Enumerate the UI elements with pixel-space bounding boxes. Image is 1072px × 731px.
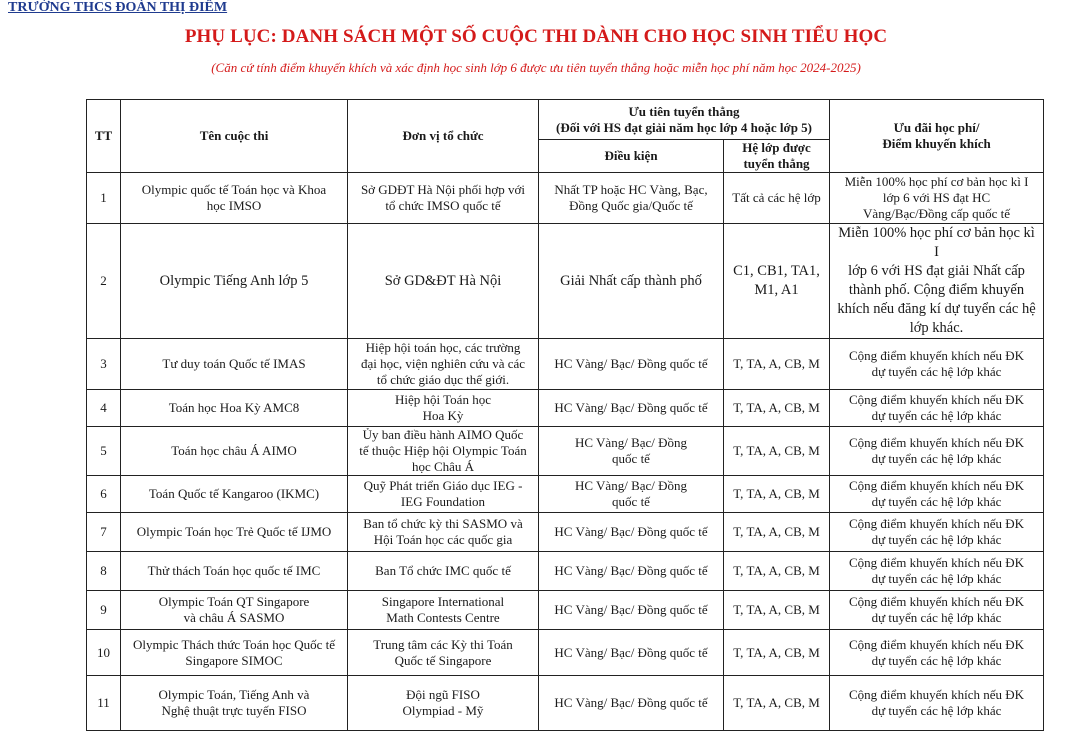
cell-system-line: T, TA, A, CB, M [733, 524, 820, 539]
cell-condition-line: Đồng Quốc gia/Quốc tế [569, 198, 693, 213]
cell-name-line: Olympic Toán QT Singapore [158, 594, 310, 609]
cell-benefit-line: Cộng điểm khuyến khích nếu ĐK [848, 348, 1025, 363]
cell-condition [539, 173, 724, 224]
header-benefit-line: Ưu đãi học phí/ [893, 120, 980, 135]
cell-org-line: Quỹ Phát triển Giáo dục IEG - [363, 478, 523, 493]
cell-org [348, 427, 539, 476]
header-benefit-line: Điểm khuyến khích [882, 136, 991, 151]
cell-benefit [830, 552, 1044, 591]
cell-org-line: học Châu Á [411, 459, 475, 474]
cell-org [348, 476, 539, 513]
cell-system [724, 552, 830, 591]
table-row [87, 676, 1044, 731]
cell-system-line: T, TA, A, CB, M [733, 486, 820, 501]
cell-system-line: T, TA, A, CB, M [733, 400, 820, 415]
cell-name-line: Nghệ thuật trực tuyến FISO [161, 703, 307, 718]
cell-name-line: Toán học châu Á AIMO [171, 443, 297, 458]
cell-tt: 11 [87, 676, 121, 731]
cell-tt: 4 [87, 390, 121, 427]
cell-condition [539, 676, 724, 731]
cell-org-line: Hiệp hội Toán học [395, 392, 491, 407]
table-row [87, 390, 1044, 427]
cell-benefit [830, 513, 1044, 552]
cell-benefit [830, 476, 1044, 513]
cell-name [121, 591, 348, 630]
cell-condition-line: HC Vàng/ Bạc/ Đồng quốc tế [554, 695, 708, 710]
cell-system [724, 427, 830, 476]
cell-org [348, 552, 539, 591]
cell-benefit [830, 224, 1044, 339]
cell-org-line: Sở GD&ĐT Hà Nội [384, 272, 502, 289]
cell-name-line: và châu Á SASMO [183, 610, 285, 625]
cell-benefit-line: dự tuyển các hệ lớp khác [871, 571, 1002, 586]
cell-system [724, 173, 830, 224]
cell-condition [539, 339, 724, 390]
cell-name [121, 630, 348, 676]
cell-name [121, 173, 348, 224]
cell-org [348, 173, 539, 224]
cell-condition-line: quốc tế [612, 494, 650, 509]
cell-tt: 6 [87, 476, 121, 513]
cell-condition-line: HC Vàng/ Bạc/ Đồng quốc tế [554, 400, 708, 415]
cell-org-line: Hiệp hội toán học, các trường [365, 340, 521, 355]
cell-benefit-line: dự tuyển các hệ lớp khác [871, 652, 1002, 668]
cell-name-line: Olympic Toán học Trẻ Quốc tế IJMO [136, 524, 332, 539]
cell-name [121, 224, 348, 339]
cell-condition [539, 513, 724, 552]
cell-name-line: học IMSO [206, 198, 262, 213]
cell-system [724, 390, 830, 427]
cell-org [348, 224, 539, 339]
cell-condition [539, 427, 724, 476]
header-priority-line: Ưu tiên tuyển thẳng [628, 103, 740, 119]
page-title: PHỤ LỤC: DANH SÁCH MỘT SỐ CUỘC THI DÀNH CHO HỌC SINH TIỂU HỌC [184, 26, 888, 47]
table-row [87, 427, 1044, 476]
cell-tt: 5 [87, 427, 121, 476]
table-row [87, 591, 1044, 630]
cell-name [121, 476, 348, 513]
cell-benefit [830, 591, 1044, 630]
competition-table [86, 99, 1044, 731]
cell-benefit-line: dự tuyển các hệ lớp khác [871, 364, 1002, 379]
cell-org-line: Hội Toán học các quốc gia [373, 532, 513, 547]
cell-benefit [830, 427, 1044, 476]
cell-condition [539, 552, 724, 591]
cell-condition-line: quốc tế [612, 451, 650, 466]
table-body [87, 173, 1044, 731]
cell-benefit-line: dự tuyển các hệ lớp khác [871, 703, 1002, 718]
cell-system-line: T, TA, A, CB, M [733, 563, 820, 578]
cell-condition-line: HC Vàng/ Bạc/ Đồng quốc tế [554, 356, 708, 371]
header-benefit [830, 100, 1044, 173]
cell-condition [539, 224, 724, 339]
cell-condition-line: HC Vàng/ Bạc/ Đồng [574, 435, 688, 450]
cell-benefit-line: lớp 6 với HS đạt HC [882, 190, 991, 205]
cell-benefit-line: Cộng điểm khuyến khích nếu ĐK [848, 435, 1025, 450]
cell-benefit [830, 173, 1044, 224]
cell-name [121, 513, 348, 552]
cell-benefit-line: dự tuyển các hệ lớp khác [871, 532, 1002, 547]
cell-condition-line: HC Vàng/ Bạc/ Đồng quốc tế [554, 644, 708, 660]
cell-name-line: Tư duy toán Quốc tế IMAS [162, 356, 306, 371]
table-row [87, 513, 1044, 552]
cell-org [348, 339, 539, 390]
cell-system [724, 224, 830, 339]
cell-name-line: Singapore SIMOC [185, 652, 283, 668]
cell-benefit-line: Miễn 100% học phí cơ bản học kì I [844, 174, 1029, 189]
cell-benefit-line: lớp khác. [909, 320, 964, 336]
cell-org-line: Ủy ban điều hành AIMO Quốc [362, 427, 524, 442]
cell-name-line: Olympic Tiếng Anh lớp 5 [159, 272, 309, 289]
cell-name [121, 427, 348, 476]
cell-org-line: Quốc tế Singapore [394, 652, 492, 668]
cell-name-line: Toán học Hoa Kỳ AMC8 [168, 400, 300, 415]
cell-system-line: T, TA, A, CB, M [733, 356, 820, 371]
cell-system [724, 630, 830, 676]
cell-condition-line: Nhất TP hoặc HC Vàng, Bạc, [554, 182, 708, 197]
cell-name-line: Olympic Thách thức Toán học Quốc tế [132, 636, 336, 652]
header-name: Tên cuộc thi [121, 100, 348, 173]
cell-org-line: IEG Foundation [400, 494, 486, 509]
cell-name-line: Toán Quốc tế Kangaroo (IKMC) [148, 486, 320, 501]
cell-benefit-line: dự tuyển các hệ lớp khác [871, 494, 1002, 509]
cell-org-line: Sở GDĐT Hà Nội phối hợp với [360, 182, 526, 197]
cell-benefit-line: dự tuyển các hệ lớp khác [871, 451, 1002, 466]
cell-benefit-line: Vàng/Bạc/Đồng cấp quốc tế [863, 206, 1010, 221]
cell-system [724, 676, 830, 731]
cell-org-line: Đội ngũ FISO [406, 687, 480, 702]
cell-org-line: tế thuộc Hiệp hội Olympic Toán [359, 443, 527, 458]
cell-name-line: Thử thách Toán học quốc tế IMC [147, 563, 321, 578]
table-row [87, 552, 1044, 591]
header-priority-line: (Đối với HS đạt giải năm học lớp 4 hoặc lớp 5) [556, 119, 812, 135]
cell-org-line: tổ chức giáo dục thế giới. [376, 372, 510, 387]
table-row [87, 630, 1044, 676]
cell-org-line: Hoa Kỳ [422, 408, 464, 423]
cell-tt: 2 [87, 224, 121, 339]
cell-tt: 1 [87, 173, 121, 224]
cell-benefit-line: dự tuyển các hệ lớp khác [871, 408, 1002, 423]
cell-benefit-line: Cộng điểm khuyến khích nếu ĐK [848, 636, 1025, 652]
cell-tt: 8 [87, 552, 121, 591]
header-org: Đơn vị tổ chức [348, 100, 539, 173]
cell-name [121, 339, 348, 390]
cell-benefit [830, 630, 1044, 676]
cell-condition [539, 591, 724, 630]
table-row [87, 476, 1044, 513]
cell-condition-line: HC Vàng/ Bạc/ Đồng quốc tế [554, 524, 708, 539]
header-row [87, 100, 1044, 140]
cell-name [121, 552, 348, 591]
cell-name [121, 676, 348, 731]
cell-benefit-line: Cộng điểm khuyến khích nếu ĐK [848, 516, 1025, 531]
cell-benefit-line: Cộng điểm khuyến khích nếu ĐK [848, 594, 1025, 609]
cell-org [348, 630, 539, 676]
cell-system-line: T, TA, A, CB, M [733, 602, 820, 617]
cell-org-line: tổ chức IMSO quốc tế [385, 198, 501, 213]
cell-tt: 7 [87, 513, 121, 552]
cell-org [348, 390, 539, 427]
table-row [87, 173, 1044, 224]
cell-condition-line: HC Vàng/ Bạc/ Đồng quốc tế [554, 563, 708, 578]
cell-name-line: Olympic Toán, Tiếng Anh và [158, 687, 310, 702]
cell-benefit-line: Cộng điểm khuyến khích nếu ĐK [848, 478, 1025, 493]
cell-org-line: Singapore International [381, 594, 505, 609]
cell-system-line: M1, A1 [754, 282, 799, 298]
cell-org [348, 591, 539, 630]
cell-system [724, 339, 830, 390]
header-tt: TT [87, 100, 121, 173]
cell-condition-line: Giải Nhất cấp thành phố [560, 272, 702, 289]
cell-condition [539, 390, 724, 427]
header-priority [539, 100, 830, 140]
cell-name-line: Olympic quốc tế Toán học và Khoa [141, 182, 327, 197]
header-system-line: tuyển thẳng [743, 156, 810, 171]
cell-tt: 9 [87, 591, 121, 630]
cell-org-line: Ban Tổ chức IMC quốc tế [375, 563, 511, 578]
cell-benefit-line: thành phố. Cộng điểm khuyến [848, 282, 1025, 298]
header-system-line: Hệ lớp được [742, 140, 811, 155]
cell-benefit-line: dự tuyển các hệ lớp khác [871, 610, 1002, 625]
table-row [87, 224, 1044, 339]
cell-benefit-line: Miễn 100% học phí cơ bản học kì I [838, 225, 1035, 260]
cell-benefit-line: lớp 6 với HS đạt giải Nhất cấp [848, 263, 1025, 279]
header-system [724, 140, 830, 173]
cell-org-line: Olympiad - Mỹ [402, 703, 484, 718]
cell-benefit-line: khích nếu đăng kí dự tuyển các hệ [837, 301, 1036, 317]
cell-org-line: Math Contests Centre [386, 610, 500, 625]
cell-benefit-line: Cộng điểm khuyến khích nếu ĐK [848, 392, 1025, 407]
cell-condition [539, 630, 724, 676]
cell-system [724, 591, 830, 630]
cell-org-line: Ban tổ chức kỳ thi SASMO và [363, 516, 523, 531]
cell-system [724, 476, 830, 513]
cell-org-line: Trung tâm các Kỳ thi Toán [373, 636, 513, 652]
cell-benefit-line: Cộng điểm khuyến khích nếu ĐK [848, 687, 1025, 702]
cell-system-line: Tất cả các hệ lớp [732, 190, 821, 205]
header-condition: Điều kiện [539, 140, 724, 173]
cell-benefit [830, 390, 1044, 427]
page-subtitle: (Căn cứ tính điểm khuyến khích và xác định học sinh lớp 6 được ưu tiên tuyển thẳng hoặc miễn học phí năm học 2024-2025) [211, 60, 861, 75]
cell-condition [539, 476, 724, 513]
cell-system-line: T, TA, A, CB, M [733, 443, 820, 458]
cell-tt: 10 [87, 630, 121, 676]
cell-condition-line: HC Vàng/ Bạc/ Đồng [574, 478, 688, 493]
school-name: TRƯỜNG THCS ĐOÀN THỊ ĐIỂM [8, 0, 228, 15]
cell-system [724, 513, 830, 552]
cell-system-line: T, TA, A, CB, M [733, 695, 820, 710]
table-row [87, 339, 1044, 390]
cell-benefit [830, 339, 1044, 390]
cell-benefit-line: Cộng điểm khuyến khích nếu ĐK [848, 555, 1025, 570]
cell-org-line: đại học, viện nghiên cứu và các [360, 356, 526, 371]
cell-benefit [830, 676, 1044, 731]
cell-condition-line: HC Vàng/ Bạc/ Đồng quốc tế [554, 602, 708, 617]
cell-org [348, 513, 539, 552]
cell-name [121, 390, 348, 427]
cell-tt: 3 [87, 339, 121, 390]
cell-system-line: C1, CB1, TA1, [733, 263, 820, 279]
cell-org [348, 676, 539, 731]
cell-system-line: T, TA, A, CB, M [733, 644, 820, 660]
